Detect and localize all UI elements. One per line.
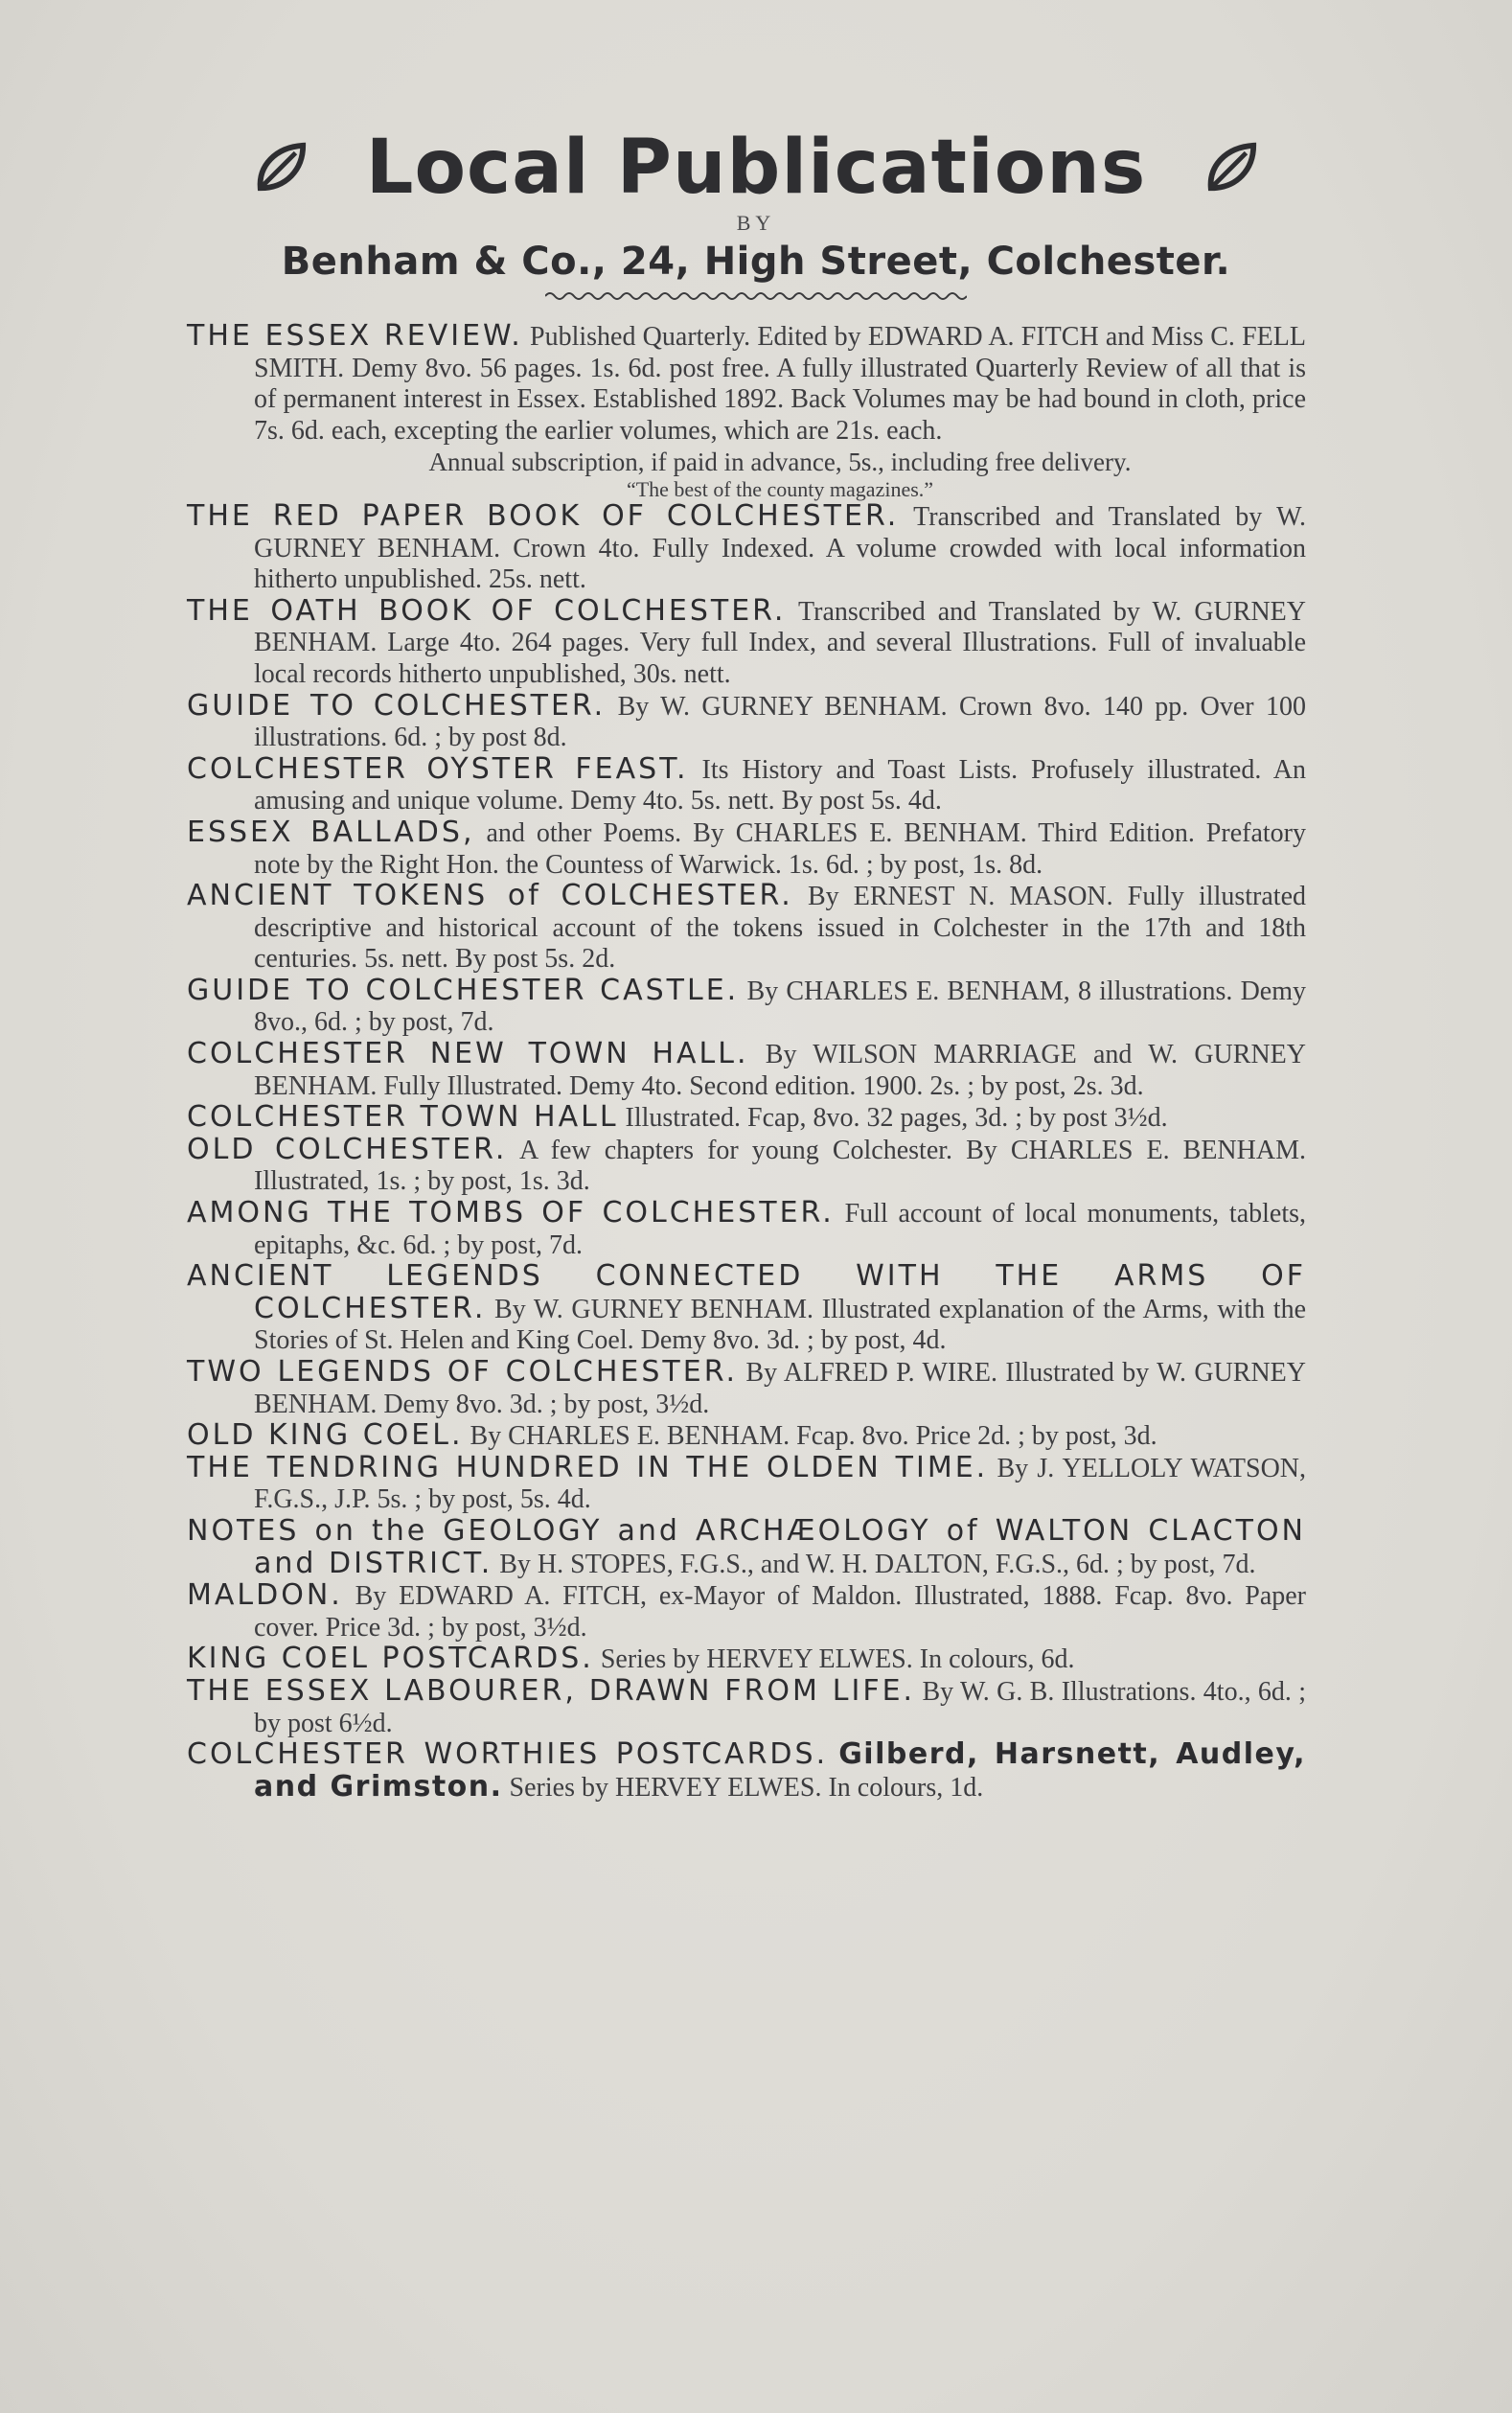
- entry-text: A few chapters for young Colchester. By CHARLES E. BENHAM. Illustrated, 1s. ; by post, 1s. 3d.: [254, 1135, 1306, 1197]
- list-item: [187, 1580, 1306, 1643]
- list-item: [187, 1450, 1307, 1516]
- entry-subscription: Annual subscription, if paid in advance, 5s., including free delivery.: [428, 448, 1132, 477]
- list-item: [187, 973, 1307, 1039]
- entry-heading: GUIDE TO COLCHESTER.: [187, 688, 607, 723]
- entry-text: By WILSON MARRIAGE and W. GURNEY BENHAM. Fully Illustrated. Demy 4to. Second edition. 1900. 2s. ; by post, 2s. 3d.: [254, 1040, 1306, 1101]
- entry-heading: OLD KING COEL.: [187, 1418, 464, 1453]
- leaf-ornament-icon: [1203, 140, 1259, 195]
- entry-text: By CHARLES E. BENHAM, 8 illustrations. Demy 8vo., 6d. ; by post, 7d.: [254, 976, 1307, 1038]
- entry-heading: THE RED PAPER BOOK OF COLCHESTER.: [187, 498, 900, 533]
- entry-text: By W. GURNEY BENHAM. Illustrated explanation of the Arms, with the Stories of St. Helen and King Coel. Demy 8vo. 3d. ; by post, 4d.: [254, 1294, 1307, 1356]
- entry-heading: NOTES on the GEOLOGY and ARCHÆOLOGY of WALTON CLACTON and DISTRICT.: [187, 1513, 1306, 1580]
- entry-text: Full account of local monuments, tablets, epitaphs, &c. 6d. ; by post, 7d.: [254, 1199, 1307, 1260]
- entry-heading: COLCHESTER WORTHIES POSTCARDS.: [187, 1737, 829, 1772]
- entry-text: By ERNEST N. MASON. Fully illustrated descriptive and historical account of the tokens issued in Colchester in the 17th and 18th centuries. 5s. nett. By post 5s. 2d.: [254, 882, 1306, 975]
- list-item: [187, 688, 1306, 754]
- entry-text: and other Poems. By CHARLES E. BENHAM. Third Edition. Prefatory note by the Right Hon. the Countess of Warwick. 1s. 6d. ; by post, 1s. 8d.: [254, 817, 1306, 880]
- list-item: [187, 1357, 1306, 1420]
- list-item: [187, 1132, 1306, 1198]
- entry-text: Illustrated. Fcap, 8vo. 32 pages, 3d. ; by post 3½d.: [625, 1103, 1168, 1134]
- list-item: [187, 321, 1306, 501]
- entry-heading: OLD COLCHESTER.: [187, 1132, 508, 1166]
- list-item: [187, 1673, 1307, 1739]
- by-line: BY: [736, 211, 776, 235]
- title-row: [0, 125, 1512, 211]
- list-item: [187, 1261, 1306, 1357]
- page-header: [0, 125, 1512, 303]
- leaf-ornament-icon: [253, 140, 309, 195]
- list-item: [187, 1102, 1306, 1135]
- list-item: [187, 881, 1306, 976]
- list-item: [187, 817, 1306, 881]
- list-item: [187, 1513, 1306, 1580]
- list-item: [187, 593, 1306, 691]
- entry-heading: AMONG THE TOMBS OF COLCHESTER.: [187, 1196, 835, 1230]
- entry-text: Series by HERVEY ELWES. In colours, 6d.: [600, 1644, 1075, 1675]
- list-item: [187, 751, 1307, 817]
- entry-text: Transcribed and Translated by W. GURNEY BENHAM. Large 4to. 264 pages. Very full Index, and several Illustrations. Full of invaluable local records hitherto unpublished, 30s. nett.: [254, 596, 1306, 689]
- page-title: Local Publications: [365, 125, 1147, 211]
- entry-heading: THE TENDRING HUNDRED IN THE OLDEN TIME.: [187, 1450, 989, 1484]
- entry-heading: COLCHESTER TOWN HALL: [187, 1100, 619, 1135]
- entry-heading: THE ESSEX REVIEW.: [187, 319, 523, 353]
- entry-heading: THE ESSEX LABOURER, DRAWN FROM LIFE.: [187, 1673, 916, 1708]
- entry-text: Its History and Toast Lists. Profusely illustrated. An amusing and unique volume. Demy 4to. 5s. nett. By post 5s. 4d.: [254, 754, 1307, 816]
- entry-heading: ANCIENT LEGENDS CONNECTED WITH THE ARMS OF COLCHESTER.: [187, 1259, 1306, 1325]
- entry-heading: COLCHESTER OYSTER FEAST.: [187, 751, 689, 786]
- entry-heading: ESSEX BALLADS,: [187, 815, 475, 849]
- entry-heading: KING COEL POSTCARDS.: [187, 1642, 594, 1676]
- entry-heading: COLCHESTER NEW TOWN HALL.: [187, 1037, 749, 1071]
- entry-text: By W. G. B. Illustrations. 4to., 6d. ; by post 6½d.: [254, 1676, 1307, 1738]
- list-item: [187, 1643, 1306, 1676]
- entry-text: By ALFRED P. WIRE. Illustrated by W. GURNEY BENHAM. Demy 8vo. 3d. ; by post, 3½d.: [254, 1358, 1307, 1419]
- entry-text: By W. GURNEY BENHAM. Crown 8vo. 140 pp. Over 100 illustrations. 6d. ; by post 8d.: [254, 691, 1306, 753]
- entry-heading: GUIDE TO COLCHESTER CASTLE.: [187, 973, 740, 1007]
- entry-text: Transcribed and Translated by W. GURNEY BENHAM. Crown 4to. Fully Indexed. A volume crowded with local information hitherto unpublished. 25s. nett.: [254, 501, 1306, 595]
- entry-text: By CHARLES E. BENHAM. Fcap. 8vo. Price 2d. ; by post, 3d.: [470, 1421, 1157, 1452]
- list-item: [187, 1039, 1306, 1102]
- publication-list: [187, 321, 1306, 1804]
- entry-heading: MALDON.: [187, 1578, 343, 1613]
- entry-text: Published Quarterly. Edited by EDWARD A. FITCH and Miss C. FELL SMITH. Demy 8vo. 56 pages. 1s. 6d. post free. A fully illustrated Quarterly Review of all that is of permanent interest in Essex. Established 1892. Back Volumes may be had bound in cloth, price 7s. 6d. each, excepting the earlier volumes, which are 21s. each.: [254, 322, 1306, 446]
- entry-bold-text: Gilberd, Harsnett, Audley, and Grimston.: [254, 1737, 1306, 1804]
- entry-text: By EDWARD A. FITCH, ex-Mayor of Maldon. Illustrated, 1888. Fcap. 8vo. Paper cover. Price 3d. ; by post, 3½d.: [254, 1581, 1307, 1643]
- entry-text: By H. STOPES, F.G.S., and W. H. DALTON, F.G.S., 6d. ; by post, 7d.: [499, 1549, 1256, 1579]
- list-item: [187, 1198, 1306, 1261]
- entry-text: Series by HERVEY ELWES. In colours, 1d.: [509, 1772, 984, 1803]
- entry-quote: “The best of the county magazines.”: [626, 476, 934, 501]
- entry-text: By J. YELLOLY WATSON, F.G.S., J.P. 5s. ; by post, 5s. 4d.: [254, 1453, 1307, 1515]
- entry-heading: TWO LEGENDS OF COLCHESTER.: [187, 1355, 739, 1389]
- entry-heading: THE OATH BOOK OF COLCHESTER.: [187, 593, 787, 628]
- wavy-rule: [545, 289, 967, 303]
- publisher-line: Benham & Co., 24, High Street, Colchester.: [281, 240, 1231, 284]
- list-item: [187, 1739, 1306, 1804]
- entry-heading: ANCIENT TOKENS of COLCHESTER.: [187, 879, 793, 913]
- list-item: [187, 498, 1306, 596]
- list-item: [187, 1420, 1306, 1453]
